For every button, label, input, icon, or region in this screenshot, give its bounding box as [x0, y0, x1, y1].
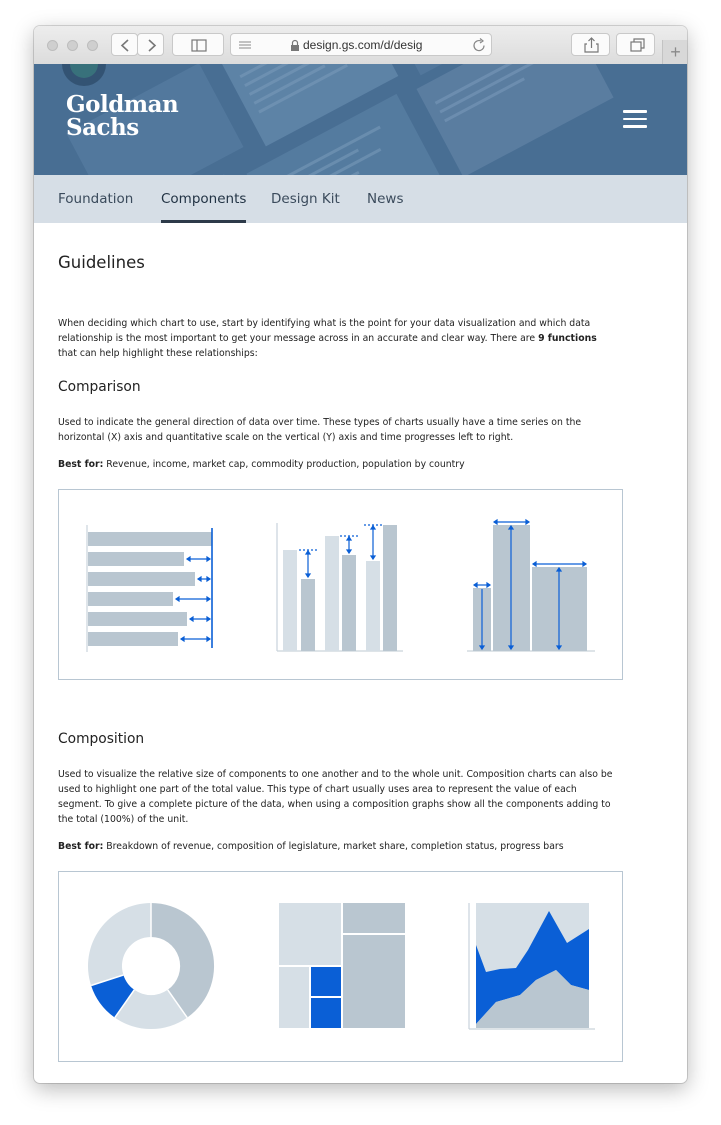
minimize-window-button[interactable]: [67, 40, 78, 51]
hbar: [88, 632, 178, 646]
tab-news-label: News: [367, 191, 404, 207]
chevron-left-icon: [112, 34, 139, 57]
tab-foundation[interactable]: [58, 175, 133, 223]
treemap-cell: [311, 998, 341, 1028]
hbar: [88, 612, 187, 626]
reload-icon[interactable]: [474, 39, 484, 51]
chevron-right-icon: [138, 34, 165, 57]
composition-best-for: Best for: Breakdown of revenue, composition of legislature, market share, completion status, progress bars: [58, 841, 564, 852]
donut-chart-icon: [88, 903, 214, 1029]
goldman-sachs-logo[interactable]: [66, 93, 178, 139]
composition-description: Used to visualize the relative size of components to one another and to the whole unit. Composition charts can also be used to highlight one part of the total value. This type of chart usually uses area to represent the value of each segment. To give a complete picture of the data, when using a composition graphs show all the components adding to the total (100%) of the unit.: [58, 769, 613, 825]
intro-paragraph: When deciding which chart to use, start by identifying what is the point for your data visualization and which data relationship is the most important to get your message across in an accurate and clear way. There are 9 functions that can help highlight these relationships:: [58, 318, 597, 359]
stacked-area-chart-icon: [469, 903, 595, 1029]
tab-design-kit-label: Design Kit: [271, 191, 340, 207]
variable-width-bar-chart-icon: [467, 520, 595, 651]
tab-design-kit[interactable]: [271, 175, 340, 223]
hbar: [88, 592, 173, 606]
composition-chart-examples: [58, 871, 623, 1062]
address-bar[interactable]: [230, 33, 492, 56]
hero-banner: [34, 64, 687, 175]
comparison-best-for: Best for: Revenue, income, market cap, commodity production, population by country: [58, 459, 465, 470]
vbar: [301, 579, 315, 651]
tab-components-label: Components: [161, 191, 247, 207]
horizontal-bar-chart-icon: [87, 525, 212, 652]
intro-bold: 9 functions: [538, 333, 597, 344]
show-tabs-button[interactable]: [616, 33, 655, 56]
vbar: [366, 561, 380, 651]
hbar: [88, 552, 184, 566]
vbar: [383, 525, 397, 651]
share-icon: [572, 34, 611, 57]
section-heading-composition: Composition: [58, 731, 145, 747]
hbar: [88, 572, 195, 586]
share-button[interactable]: [571, 33, 610, 56]
main-navigation: [34, 175, 687, 223]
vbar: [283, 550, 297, 651]
browser-window: [34, 26, 687, 1083]
tabs-icon: [617, 34, 656, 57]
sidebar-icon: [173, 34, 225, 57]
menu-icon[interactable]: [623, 110, 647, 128]
sidebar-button[interactable]: [172, 33, 224, 56]
forward-button[interactable]: [137, 33, 164, 56]
logo-line1: Goldman: [66, 91, 179, 118]
vbar: [342, 555, 356, 651]
back-button[interactable]: [111, 33, 138, 56]
comparison-chart-examples: [58, 489, 623, 680]
url-text: design.gs.com/d/desig: [303, 38, 423, 52]
comparison-description: Used to indicate the general direction of data over time. These types of charts usually have a time series on the horizontal (X) axis and quantitative scale on the vertical (Y) axis and time progresses left to right.: [58, 417, 582, 443]
treemap-cell: [311, 967, 341, 996]
reader-icon[interactable]: [239, 42, 251, 48]
section-heading-comparison: Comparison: [58, 379, 141, 395]
logo-line2: Sachs: [66, 114, 139, 141]
main-content: [34, 223, 687, 1083]
treemap-cell: [343, 935, 405, 1028]
tab-foundation-label: Foundation: [58, 191, 134, 207]
close-window-button[interactable]: [47, 40, 58, 51]
treemap-cell: [279, 967, 309, 1028]
treemap-icon: [279, 903, 405, 1028]
page-title: Guidelines: [58, 253, 145, 272]
tab-components[interactable]: [161, 175, 246, 223]
vbar: [325, 536, 339, 651]
treemap-cell: [279, 903, 341, 965]
browser-toolbar: [34, 26, 687, 65]
new-tab-button[interactable]: +: [662, 40, 687, 64]
treemap-cell: [343, 903, 405, 933]
tab-news[interactable]: [367, 175, 403, 223]
lock-icon: [291, 41, 299, 52]
zoom-window-button[interactable]: [87, 40, 98, 51]
donut-segment: [88, 903, 151, 986]
vertical-bar-chart-icon: [277, 523, 403, 651]
hbar: [88, 532, 212, 546]
